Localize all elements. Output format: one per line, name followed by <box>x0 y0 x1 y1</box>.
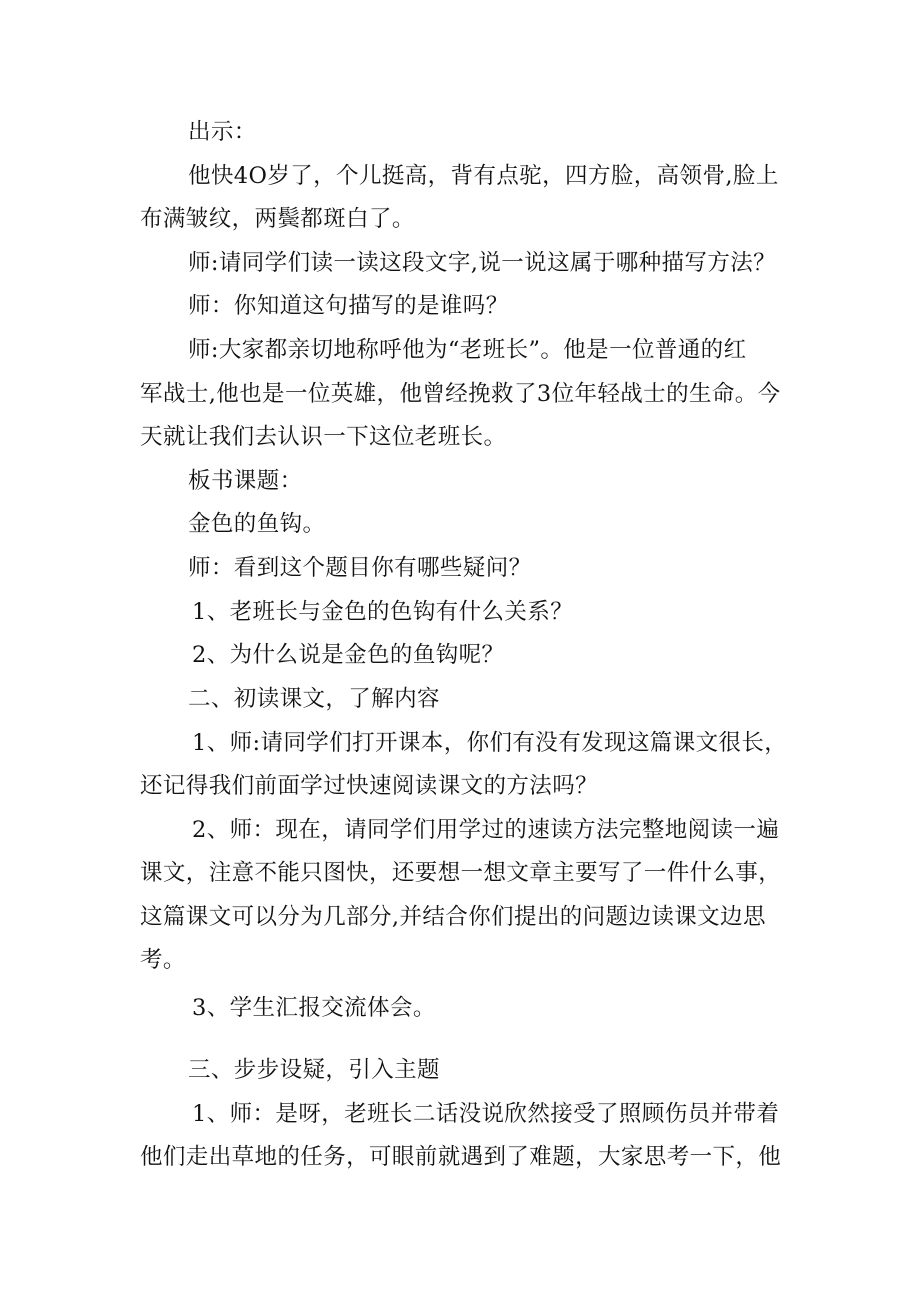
text-line: 师:大家都亲切地称呼他为“老班长”。他是一位普通的红 <box>188 337 747 363</box>
text-line: 军战士,他也是一位英雄，他曾经挽救了3位年轻战士的生命。今 <box>140 381 781 407</box>
text-line: 考。 <box>140 947 186 973</box>
section-heading: 二、初读课文，了解内容 <box>188 686 440 712</box>
text-line: 3、学生汇报交流体会。 <box>192 995 436 1021</box>
text-line: 课文，注意不能只图快，还要想一想文章主要写了一件什么事， <box>140 860 782 886</box>
text-line: 2、师：现在，请同学们用学过的速读方法完整地阅读一遍 <box>192 817 780 843</box>
text-line: 他快4O岁了，个儿挺高，背有点驼，四方脸，高领骨,脸上 <box>188 163 779 189</box>
text-line: 金色的鱼钩。 <box>188 511 326 537</box>
text-line: 天就让我们去认识一下这位老班长。 <box>140 424 507 450</box>
text-line: 还记得我们前面学过快速阅读课文的方法吗？ <box>140 773 599 799</box>
text-line: 这篇课文可以分为几部分,并结合你们提出的问题边读课文边思 <box>140 904 766 930</box>
text-line: 师：看到这个题目你有哪些疑问？ <box>188 555 532 581</box>
text-line: 2、为什么说是金色的鱼钩呢？ <box>192 642 505 668</box>
text-line: 1、老班长与金色的色钩有什么关系？ <box>192 599 574 625</box>
text-line: 板书课题： <box>188 468 303 494</box>
text-line: 布满皱纹，两鬓都斑白了。 <box>140 206 415 232</box>
text-line: 1、师：是呀，老班长二话没说欣然接受了照顾伤员并带着 <box>192 1101 780 1127</box>
text-line: 师:请同学们读一读这段文字,说一说这属于哪种描写方法？ <box>188 250 777 276</box>
text-line: 师：你知道这句描写的是谁吗？ <box>188 293 509 319</box>
text-line: 出示： <box>188 119 257 145</box>
text-line: 他们走出草地的任务，可眼前就遇到了难题，大家思考一下，他 <box>140 1144 782 1170</box>
section-heading: 三、步步设疑，引入主题 <box>188 1057 440 1083</box>
text-line: 1、师:请同学们打开课本，你们有没有发现这篇课文很长， <box>192 730 788 756</box>
